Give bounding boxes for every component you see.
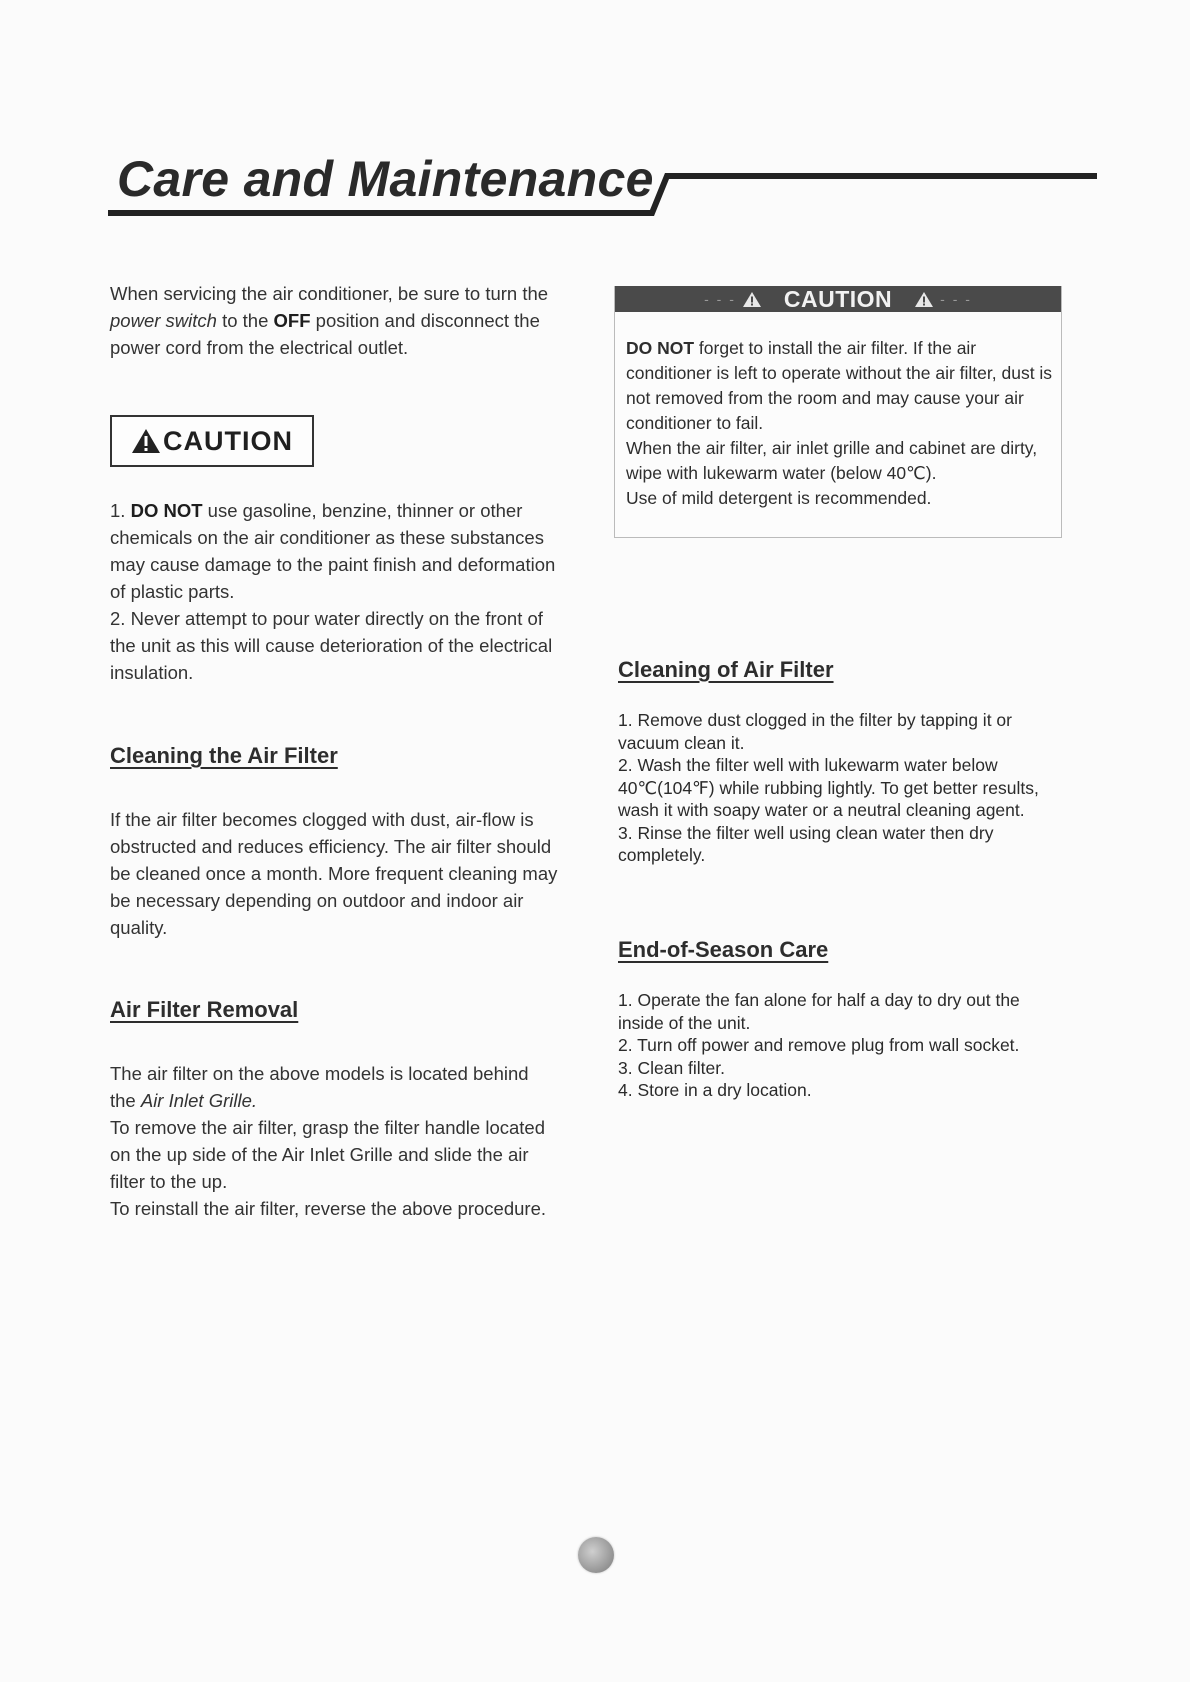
warning-triangle-icon [914, 291, 934, 308]
panel-text-2: When the air filter, air inlet grille and cabinet are dirty, wipe with lukewarm water (below 40℃). [626, 438, 1038, 483]
panel-line-1 [626, 336, 1056, 436]
removal-text-2: To remove the air filter, grasp the filter handle located on the up side of the Air Inlet Grille and slide the air filter to the up. [110, 1117, 545, 1192]
intro-paragraph [110, 280, 550, 361]
caution-item-1-bold: DO NOT [130, 500, 203, 521]
panel-text-1: forget to install the air filter. If the air conditioner is left to operate without the air filter, dust is not removed from the room and may cause your air conditioner to fail. [626, 338, 1053, 433]
removal-line-1 [110, 1060, 550, 1114]
heading-air-filter-removal: Air Filter Removal [110, 997, 299, 1022]
heading-cleaning-the-air-filter: Cleaning the Air Filter [110, 743, 338, 768]
panel-bold: DO NOT [626, 338, 695, 358]
bar-dash-right: - - - [940, 291, 972, 307]
intro-text-1: When servicing the air conditioner, be sure to turn the [110, 283, 549, 304]
list-item: 4. Store in a dry location. [618, 1080, 812, 1100]
caution-item-2: 2. Never attempt to pour water directly on the front of the unit as this will cause deterioration of the electrical insulation. [110, 608, 553, 683]
warning-triangle-icon [742, 291, 762, 308]
intro-emphasis: power switch [110, 310, 217, 331]
list-item: 3. Clean filter. [618, 1057, 725, 1078]
caution-panel [614, 286, 1062, 538]
intro-text-2: to the [216, 310, 274, 331]
removal-text-3: To reinstall the air filter, reverse the above procedure. [110, 1198, 547, 1219]
cleaning-of-air-filter-list [618, 709, 1068, 867]
list-item: 1. Operate the fan alone for half a day to dry out the inside of the unit. [618, 990, 1020, 1033]
cleaning-the-air-filter-paragraph: If the air filter becomes clogged with dust, air-flow is obstructed and reduces efficiency. The air filter should be cleaned once a month. More frequent cleaning may be necessary depending on outdoor and indoor air quality. [110, 809, 558, 938]
heading-cleaning-of-air-filter: Cleaning of Air Filter [618, 657, 834, 682]
intro-text-3: position and disconnect the power cord from the electrical outlet. [110, 310, 540, 358]
list-item: 2. Wash the filter well with lukewarm water below 40℃(104℉) while rubbing lightly. To get better results, wash it with soapy water or a neutral cleaning agent. [618, 755, 1039, 820]
caution-item-1 [110, 497, 565, 605]
heading-end-of-season-care: End-of-Season Care [618, 937, 829, 962]
intro-bold: OFF [273, 310, 311, 331]
removal-emphasis: Air Inlet Grille. [140, 1090, 258, 1111]
caution-item-1-number: 1. [110, 500, 131, 521]
caution-panel-text [626, 336, 1056, 511]
panel-text-3: Use of mild detergent is recommended. [626, 488, 932, 508]
end-of-season-care-list [618, 989, 1068, 1102]
list-item: 1. Remove dust clogged in the filter by tapping it or vacuum clean it. [618, 710, 1012, 753]
bar-dash-left: - - - [704, 291, 736, 307]
caution-label: CAUTION [163, 425, 293, 456]
removal-text-1: The air filter on the above models is located behind the [110, 1063, 529, 1111]
caution-bar-label: CAUTION [783, 285, 893, 312]
page-title: Care and Maintenance [117, 151, 654, 207]
caution-item-1-text: use gasoline, benzine, thinner or other chemicals on the air conditioner as these substances may cause damage to the paint finish and deformation of plastic parts. [110, 500, 556, 602]
air-filter-removal-paragraph [110, 1060, 550, 1222]
caution-items [110, 497, 565, 686]
caution-label-box [110, 415, 314, 467]
caution-bar [615, 286, 1061, 312]
list-item: 2. Turn off power and remove plug from wall socket. [618, 1035, 1020, 1055]
page-number-circle-icon [578, 1537, 614, 1573]
warning-triangle-icon [131, 428, 161, 454]
list-item: 3. Rinse the filter well using clean water then dry completely. [618, 822, 994, 865]
